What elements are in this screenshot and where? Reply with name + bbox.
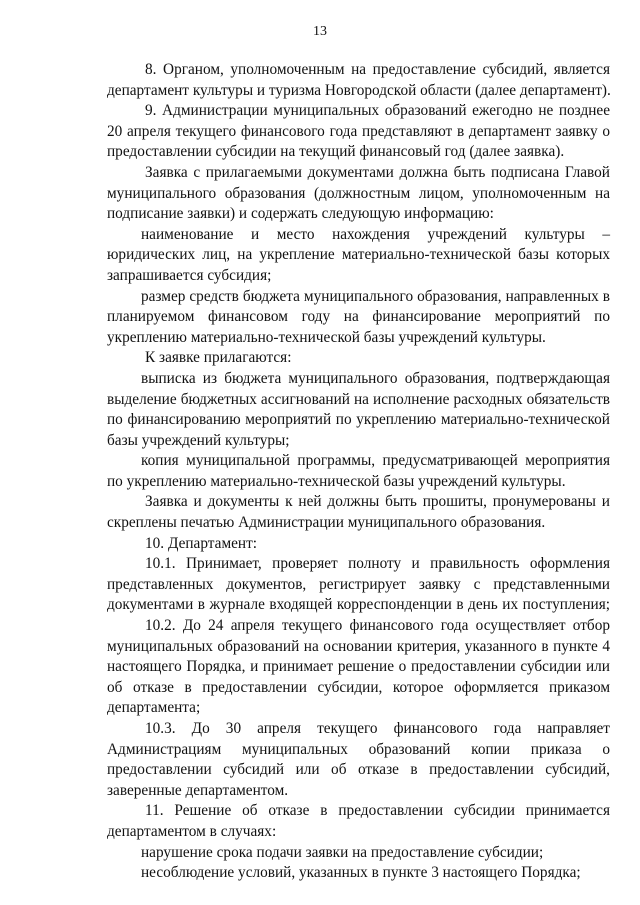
text-line: по укреплению материально-технической базы учреждений культуры. [107,472,566,490]
page-number: 13 [313,24,327,39]
document-body [107,60,610,884]
text-line: документами в журнале входящей корреспонденции в день их поступления; [107,596,610,614]
text-line: предоставлении субсидии на текущий финансовый год (далее заявка). [107,143,565,161]
text-line: по финансированию мероприятий по укреплению материально-технической [107,411,610,429]
text-line: Заявка с прилагаемыми документами должна быть подписана Главой [145,163,610,181]
text-line: Заявка и документы к ней должны быть прошиты, пронумерованы и [145,493,610,511]
text-line: 10.1. Принимает, проверяет полноту и правильность оформления [145,555,610,573]
text-line: выделение бюджетных ассигнований на исполнение расходных обязательств [107,390,610,408]
text-line: департамента; [107,699,201,717]
text-line: заверенные департаментом. [107,781,289,799]
text-line: об отказе в предоставлении субсидии, которое оформляется приказом [107,678,610,696]
text-line: Администрациям муниципальных образований копии приказа о [107,740,610,758]
text-line: размер средств бюджета муниципального образования, направленных в [141,287,610,305]
text-line: выписка из бюджета муниципального образования, подтверждающая [141,369,610,387]
text-line: копия муниципальной программы, предусматривающей мероприятия [141,452,610,470]
text-line: укреплению материально-технической базы учреждений культуры. [107,328,546,346]
text-line: настоящего Порядка, и принимает решение о предоставлении субсидии или [107,658,610,676]
text-line: муниципальных образований на основании критерия, указанного в пункте 4 [107,637,610,655]
text-line: 10.3. До 30 апреля текущего финансового года направляет [145,720,610,737]
text-line: 20 апреля текущего финансового года представляют в департамент заявку о [107,122,610,140]
text-line: подписание заявки) и содержать следующую информацию: [107,205,494,223]
text-line: 8. Органом, уполномоченным на предоставление субсидий, является [145,61,610,78]
text-line: планируемом финансовом году на финансирование мероприятий по [107,308,610,326]
text-line: запрашивается субсидия; [107,266,272,284]
text-line: К заявке прилагаются: [145,349,292,367]
text-line: скреплены печатью Администрации муниципального образования. [107,514,546,532]
text-line: представленных документов, регистрирует заявку с представленными [107,575,610,593]
text-line: предоставлении субсидий или об отказе в предоставлении субсидий, [107,761,610,779]
text-line: наименование и место нахождения учреждений культуры – [141,225,610,243]
text-line: несоблюдение условий, указанных в пункте 3 настоящего Порядка; [141,864,581,882]
text-line: 9. Администрации муниципальных образований ежегодно не позднее [145,102,610,120]
text-line: департаментом в случаях: [107,822,277,840]
text-line: базы учреждений культуры; [107,431,290,449]
text-line: 10. Департамент: [145,534,258,552]
text-line: 11. Решение об отказе в предоставлении субсидии принимается [145,802,610,820]
text-line: нарушение срока подачи заявки на предоставление субсидии; [141,843,544,861]
text-line: 10.2. До 24 апреля текущего финансового года осуществляет отбор [145,617,610,635]
text-line: муниципального образования (должностным лицом, уполномоченным на [107,184,610,202]
text-line: департамент культуры и туризма Новгородской области (далее департамент). [107,81,611,99]
text-line: юридических лиц, на укрепление материально-технической базы которых [107,246,610,264]
